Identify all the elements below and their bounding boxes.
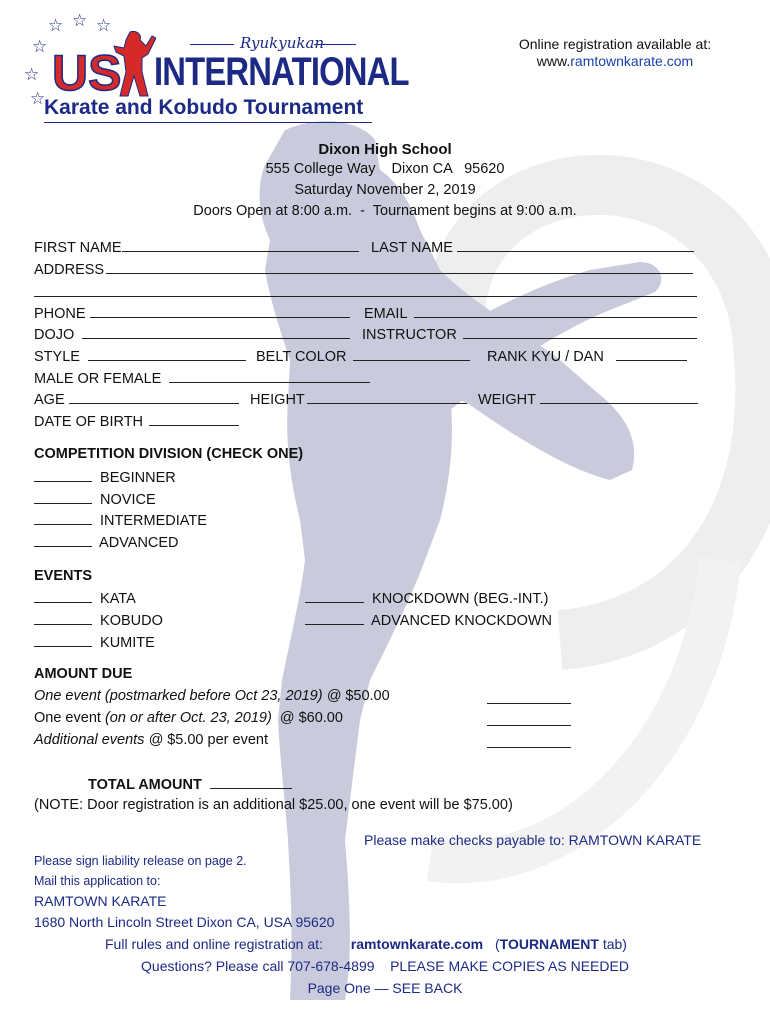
address-label: ADDRESS <box>34 262 105 278</box>
style-label: STYLE <box>34 349 80 365</box>
event-option <box>34 589 136 608</box>
instructor-label: INSTRUCTOR <box>362 327 457 343</box>
belt-color-label: BELT COLOR <box>256 349 347 365</box>
instructor-row <box>362 325 697 344</box>
checks-payable-text: Please make checks payable to: RAMTOWN KARATE <box>364 832 702 848</box>
dob-row <box>34 412 239 431</box>
sex-field[interactable] <box>169 369 370 383</box>
division-option <box>34 533 179 552</box>
amount-early-price: $50.00 <box>341 688 390 704</box>
amount-additional-field[interactable] <box>487 747 571 748</box>
address-row <box>34 260 693 279</box>
amount-late-date: (on or after Oct. 23, 2019) <box>104 710 272 726</box>
event-label: ADVANCED KNOCKDOWN <box>371 613 553 629</box>
amount-line-late <box>34 710 343 727</box>
amount-early-text: One event (postmarked before Oct 23, 2019) @ <box>34 688 342 704</box>
venue-name: Dixon High School <box>318 141 452 158</box>
height-label: HEIGHT <box>250 392 305 408</box>
event-checkbox-kumite[interactable] <box>34 633 92 647</box>
rules-prefix: Full rules and online registration at: <box>105 936 323 952</box>
star-icon: ☆ <box>96 16 112 35</box>
dojo-field[interactable] <box>82 325 350 339</box>
division-checkbox-intermediate[interactable] <box>34 511 92 525</box>
amount-due-heading: AMOUNT DUE <box>34 666 133 682</box>
belt-color-field[interactable] <box>353 347 470 361</box>
rules-line <box>105 936 627 953</box>
division-label: ADVANCED <box>99 535 179 551</box>
online-url-prefix: www. <box>536 53 571 69</box>
phone-row <box>34 304 350 323</box>
style-field[interactable] <box>88 347 246 361</box>
amount-late-price: @ $60.00 <box>271 710 343 726</box>
event-option <box>305 611 552 630</box>
division-option <box>34 468 176 487</box>
rank-field[interactable] <box>616 347 687 361</box>
height-field[interactable] <box>307 390 467 404</box>
star-icon: ☆ <box>24 65 40 84</box>
door-registration-note: (NOTE: Door registration is an additional $25.00, one event will be $75.00) <box>34 797 513 813</box>
online-line: Online registration available at: <box>518 36 712 52</box>
last-name-label: LAST NAME <box>371 240 453 256</box>
event-checkbox-advanced-knockdown[interactable] <box>305 611 364 625</box>
event-label: KUMITE <box>100 635 155 651</box>
email-row <box>364 304 697 323</box>
event-label: KATA <box>100 591 136 607</box>
ryukyukan-text: Ryukyukan <box>240 34 325 52</box>
rules-website-link[interactable]: ramtownkarate.com <box>350 936 484 952</box>
division-checkbox-novice[interactable] <box>34 490 92 504</box>
event-option <box>305 589 548 608</box>
rules-tab-close: tab) <box>598 936 627 952</box>
ramtown-website-link[interactable]: ramtownkarate.com <box>570 53 694 69</box>
division-heading: COMPETITION DIVISION (CHECK ONE) <box>34 446 304 462</box>
address-field-line2[interactable] <box>34 296 697 297</box>
events-heading: EVENTS <box>34 568 93 584</box>
event-times: Doors Open at 8:00 a.m. - Tournament begins at 9:00 a.m. <box>193 203 577 219</box>
first-name-row <box>34 238 359 257</box>
dob-field[interactable] <box>149 412 239 426</box>
total-amount-row <box>88 775 292 794</box>
phone-label: PHONE <box>34 306 86 322</box>
amount-additional-text: Additional events @ <box>34 732 164 748</box>
division-label: INTERMEDIATE <box>100 513 207 529</box>
mail-address: 1680 North Lincoln Street Dixon CA, USA 95620 <box>34 914 335 930</box>
event-date: Saturday November 2, 2019 <box>294 182 476 198</box>
dob-label: DATE OF BIRTH <box>34 414 144 430</box>
dojo-label: DOJO <box>34 327 75 343</box>
rules-tab-name: TOURNAMENT <box>499 936 599 952</box>
last-name-row <box>371 238 694 257</box>
liability-release-note: Please sign liability release on page 2. <box>34 854 247 868</box>
total-amount-label: TOTAL AMOUNT <box>88 777 202 793</box>
event-label: KOBUDO <box>100 613 163 629</box>
amount-late-field[interactable] <box>487 725 571 726</box>
event-label: KNOCKDOWN (BEG.-INT.) <box>372 591 549 607</box>
weight-field[interactable] <box>540 390 698 404</box>
star-icon: ☆ <box>32 37 48 56</box>
rules-tab-open: ( <box>494 936 500 952</box>
height-row <box>250 390 467 409</box>
email-label: EMAIL <box>364 306 408 322</box>
age-label: AGE <box>34 392 65 408</box>
age-row <box>34 390 239 409</box>
page-indicator: Page One — SEE BACK <box>307 980 463 996</box>
first-name-label: FIRST NAME <box>34 240 122 256</box>
logo-subtitle: Karate and Kobudo Tournament <box>44 96 364 119</box>
event-option <box>34 611 163 630</box>
division-label: NOVICE <box>100 492 156 508</box>
age-field[interactable] <box>69 390 239 404</box>
mail-application-note: Mail this application to: <box>34 874 161 888</box>
weight-row <box>478 390 698 409</box>
questions-line: Questions? Please call 707-678-4899 PLEASE MAKE COPIES AS NEEDED <box>141 958 629 974</box>
email-field[interactable] <box>414 304 697 318</box>
first-name-field[interactable] <box>122 238 359 252</box>
phone-field[interactable] <box>90 304 350 318</box>
star-icon: ☆ <box>72 11 88 30</box>
event-checkbox-knockdown[interactable] <box>305 589 364 603</box>
event-option <box>34 633 155 652</box>
rank-label: RANK KYU / DAN <box>487 349 604 365</box>
international-text: INTERNATIONAL <box>154 50 409 94</box>
weight-label: WEIGHT <box>478 392 536 408</box>
division-option <box>34 490 156 509</box>
dojo-row <box>34 325 350 344</box>
event-checkbox-kobudo[interactable] <box>34 611 92 625</box>
tournament-logo <box>20 11 409 124</box>
amount-line-additional <box>34 732 268 749</box>
amount-line-early <box>34 688 390 705</box>
belt-color-row <box>256 347 470 366</box>
fighter-logo-icon <box>112 28 156 98</box>
us-logo-text: US <box>52 46 122 96</box>
style-row <box>34 347 246 366</box>
amount-additional-price: $5.00 per event <box>163 732 268 748</box>
address-field[interactable] <box>106 260 693 274</box>
division-option <box>34 511 207 530</box>
total-amount-field[interactable] <box>210 775 292 789</box>
sex-row <box>34 369 370 388</box>
mail-organization: RAMTOWN KARATE <box>34 893 167 909</box>
venue-address: 555 College Way Dixon CA 95620 <box>265 161 505 177</box>
amount-late-text: One event <box>34 710 105 726</box>
event-checkbox-kata[interactable] <box>34 589 92 603</box>
division-label: BEGINNER <box>100 470 176 486</box>
online-registration-text <box>505 36 725 70</box>
amount-early-field[interactable] <box>487 703 571 704</box>
sex-label: MALE OR FEMALE <box>34 371 162 387</box>
star-icon: ☆ <box>48 16 64 35</box>
last-name-field[interactable] <box>457 238 694 252</box>
instructor-field[interactable] <box>463 325 697 339</box>
division-checkbox-advanced[interactable] <box>34 533 92 547</box>
star-icon: ☆ <box>30 89 46 108</box>
rank-row <box>487 347 687 366</box>
division-checkbox-beginner[interactable] <box>34 468 92 482</box>
